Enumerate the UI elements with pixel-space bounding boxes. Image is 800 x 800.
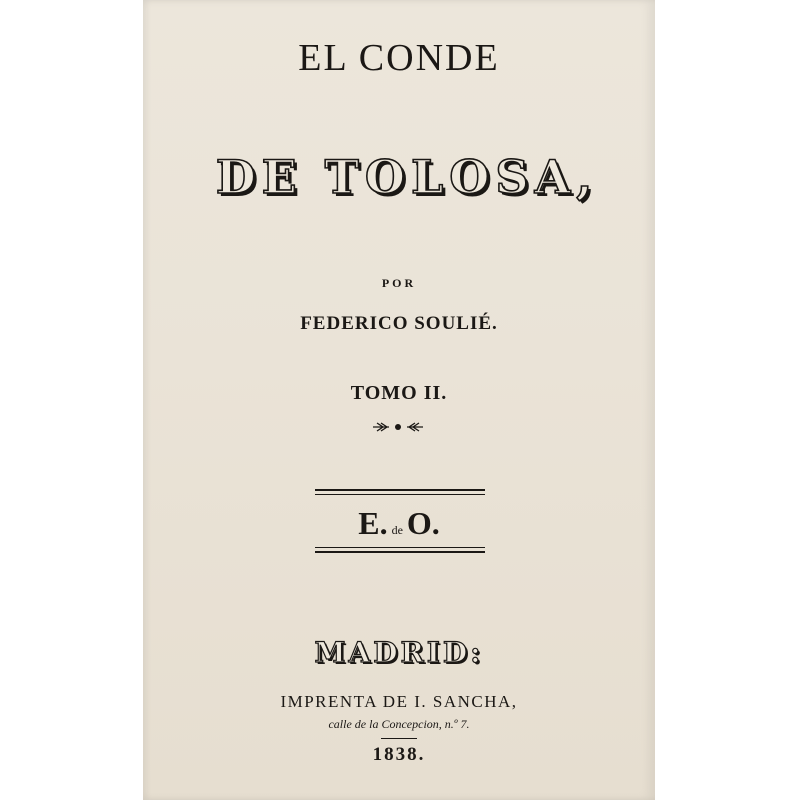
publication-year: 1838. xyxy=(372,744,426,765)
year-rule xyxy=(381,738,417,739)
imprint-connector: de xyxy=(391,523,403,537)
bottom-double-rule-thin xyxy=(315,547,485,548)
title-page xyxy=(143,0,655,800)
printer-address: calle de la Concepcion, n.º 7. xyxy=(328,717,470,731)
top-double-rule-thin xyxy=(315,494,485,495)
imprint-initial-left: E. xyxy=(358,505,388,541)
imprint-initials xyxy=(143,505,655,542)
top-double-rule xyxy=(315,489,485,491)
imprint-initial-right: O. xyxy=(406,505,440,541)
author-name: FEDERICO SOULIÉ. xyxy=(300,313,498,334)
fleuron-ornament-icon xyxy=(371,419,425,435)
title-line-2: DE TOLOSA, xyxy=(215,150,599,204)
bottom-double-rule xyxy=(315,551,485,553)
publication-city: MADRID: xyxy=(314,636,484,669)
by-label: POR xyxy=(381,276,417,290)
printer-name: IMPRENTA DE I. SANCHA, xyxy=(280,692,518,711)
volume-label: TOMO II. xyxy=(350,382,448,404)
title-line-1: EL CONDE xyxy=(298,37,500,79)
